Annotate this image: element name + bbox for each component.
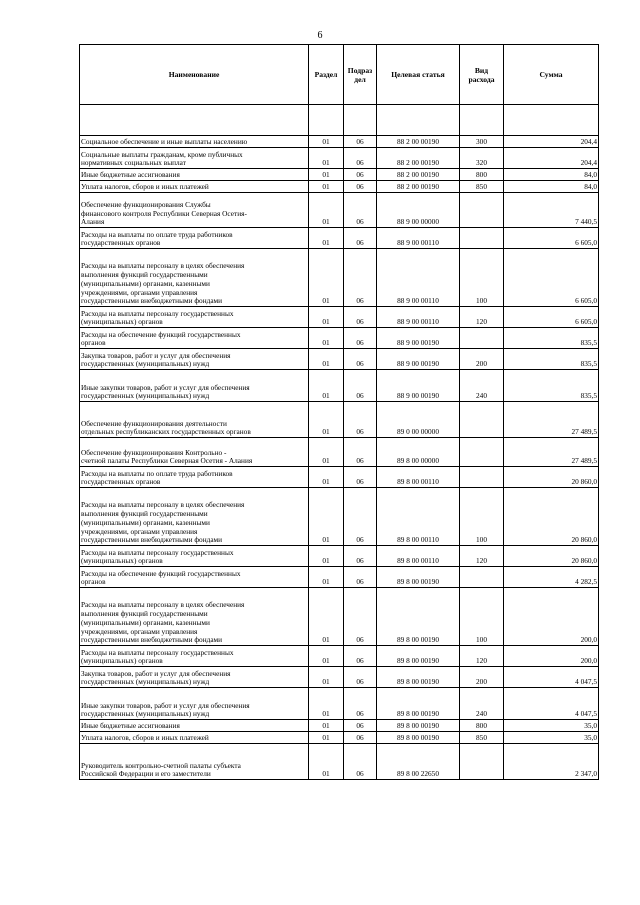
cell-section: 01 bbox=[309, 370, 344, 402]
cell-subsection: 06 bbox=[344, 193, 377, 228]
table-row bbox=[80, 467, 599, 488]
cell-section: 01 bbox=[309, 148, 344, 169]
cell-sum: 84,0 bbox=[504, 181, 599, 193]
cell-type: 100 bbox=[460, 488, 504, 546]
cell-name: Руководитель контрольно-счетной палаты субъекта Российской Федерации и его заместители bbox=[80, 744, 309, 780]
header-type: Вид расхода bbox=[460, 45, 504, 105]
cell-name: Расходы на обеспечение функций государственных органов bbox=[80, 567, 309, 588]
cell-section: 01 bbox=[309, 228, 344, 249]
cell-target: 89 8 00 00190 bbox=[377, 588, 460, 646]
cell-type bbox=[460, 438, 504, 467]
cell-subsection: 06 bbox=[344, 249, 377, 307]
table-row bbox=[80, 720, 599, 732]
cell-subsection: 06 bbox=[344, 488, 377, 546]
table-row bbox=[80, 307, 599, 328]
cell-subsection: 06 bbox=[344, 467, 377, 488]
cell-name: Расходы на выплаты по оплате труда работников государственных органов bbox=[80, 467, 309, 488]
cell-subsection: 06 bbox=[344, 148, 377, 169]
cell-subsection: 06 bbox=[344, 567, 377, 588]
cell-sum: 4 047,5 bbox=[504, 667, 599, 688]
cell-name: Расходы на выплаты персоналу в целях обеспечения выполнения функций государственными (муниципальными) органами, казенными учреждениями, органами управления государственными внебюджетными фондами bbox=[80, 249, 309, 307]
cell-sum: 6 605,0 bbox=[504, 307, 599, 328]
cell-sum: 20 860,0 bbox=[504, 467, 599, 488]
cell-type: 800 bbox=[460, 720, 504, 732]
table-row bbox=[80, 688, 599, 720]
cell-subsection: 06 bbox=[344, 732, 377, 744]
cell-type: 240 bbox=[460, 688, 504, 720]
cell-sum: 35,0 bbox=[504, 732, 599, 744]
table-row bbox=[80, 402, 599, 438]
cell-section: 01 bbox=[309, 193, 344, 228]
cell-sum: 204,4 bbox=[504, 136, 599, 148]
cell-type: 120 bbox=[460, 546, 504, 567]
cell-subsection: 06 bbox=[344, 349, 377, 370]
header-section: Раздел bbox=[309, 45, 344, 105]
cell-type bbox=[460, 328, 504, 349]
cell-subsection: 06 bbox=[344, 181, 377, 193]
cell-section: 01 bbox=[309, 402, 344, 438]
cell-sum: 27 489,5 bbox=[504, 438, 599, 467]
cell-type: 850 bbox=[460, 732, 504, 744]
cell-subsection: 06 bbox=[344, 688, 377, 720]
cell-target: 89 8 00 00110 bbox=[377, 467, 460, 488]
cell-target: 88 9 00 00110 bbox=[377, 307, 460, 328]
cell-name: Уплата налогов, сборов и иных платежей bbox=[80, 732, 309, 744]
cell-sum: 20 860,0 bbox=[504, 546, 599, 567]
cell-section: 01 bbox=[309, 307, 344, 328]
cell-target: 89 8 00 00190 bbox=[377, 688, 460, 720]
cell-target: 89 8 00 00190 bbox=[377, 732, 460, 744]
cell-subsection: 06 bbox=[344, 438, 377, 467]
cell-target: 89 8 00 00110 bbox=[377, 488, 460, 546]
cell-sum: 35,0 bbox=[504, 720, 599, 732]
header-name: Наименование bbox=[80, 45, 309, 105]
cell-sum: 835,5 bbox=[504, 370, 599, 402]
cell-type: 850 bbox=[460, 181, 504, 193]
table-row bbox=[80, 744, 599, 780]
cell-type: 120 bbox=[460, 307, 504, 328]
cell-type: 200 bbox=[460, 667, 504, 688]
cell-name: Иные бюджетные ассигнования bbox=[80, 169, 309, 181]
cell-name: Социальное обеспечение и иные выплаты населению bbox=[80, 136, 309, 148]
cell-sum: 4 282,5 bbox=[504, 567, 599, 588]
cell-target: 88 2 00 00190 bbox=[377, 136, 460, 148]
cell-type: 320 bbox=[460, 148, 504, 169]
table-row bbox=[80, 181, 599, 193]
header-target: Целевая статья bbox=[377, 45, 460, 105]
cell-section: 01 bbox=[309, 588, 344, 646]
table-body bbox=[80, 105, 599, 780]
cell-section: 01 bbox=[309, 688, 344, 720]
cell-sum: 6 605,0 bbox=[504, 249, 599, 307]
cell-section: 01 bbox=[309, 744, 344, 780]
cell-name: Закупка товаров, работ и услуг для обеспечения государственных (муниципальных) нужд bbox=[80, 349, 309, 370]
cell-section: 01 bbox=[309, 667, 344, 688]
cell-sum: 200,0 bbox=[504, 588, 599, 646]
cell-sum: 835,5 bbox=[504, 349, 599, 370]
cell-name: Уплата налогов, сборов и иных платежей bbox=[80, 181, 309, 193]
table-row bbox=[80, 546, 599, 567]
cell-target: 89 8 00 22650 bbox=[377, 744, 460, 780]
cell-name: Обеспечение функционирования деятельности отдельных республиканских государственных органов bbox=[80, 402, 309, 438]
cell-type: 100 bbox=[460, 249, 504, 307]
cell-name: Расходы на выплаты персоналу государственных (муниципальных) органов bbox=[80, 307, 309, 328]
cell-name: Иные бюджетные ассигнования bbox=[80, 720, 309, 732]
table-row bbox=[80, 588, 599, 646]
cell-subsection: 06 bbox=[344, 588, 377, 646]
cell-subsection: 06 bbox=[344, 744, 377, 780]
cell-name: Социальные выплаты гражданам, кроме публичных нормативных социальных выплат bbox=[80, 148, 309, 169]
cell-sum: 2 347,0 bbox=[504, 744, 599, 780]
cell-subsection: 06 bbox=[344, 546, 377, 567]
cell-sum: 20 860,0 bbox=[504, 488, 599, 546]
cell-sum: 200,0 bbox=[504, 646, 599, 667]
cell-sum: 27 489,5 bbox=[504, 402, 599, 438]
cell-target: 88 9 00 00190 bbox=[377, 370, 460, 402]
cell-target: 89 0 00 00000 bbox=[377, 402, 460, 438]
cell-target: 88 9 00 00000 bbox=[377, 193, 460, 228]
budget-table bbox=[79, 44, 599, 780]
cell-subsection: 06 bbox=[344, 228, 377, 249]
table-row bbox=[80, 370, 599, 402]
cell-name: Закупка товаров, работ и услуг для обеспечения государственных (муниципальных) нужд bbox=[80, 667, 309, 688]
cell-subsection: 06 bbox=[344, 169, 377, 181]
table-header-row bbox=[80, 45, 599, 105]
cell-name: Обеспечение функционирования Контрольно - счетной палаты Республики Северная Осетия - Алания bbox=[80, 438, 309, 467]
cell-sum: 6 605,0 bbox=[504, 228, 599, 249]
header-sum: Сумма bbox=[504, 45, 599, 105]
cell-name: Расходы на выплаты по оплате труда работников государственных органов bbox=[80, 228, 309, 249]
cell-section: 01 bbox=[309, 328, 344, 349]
cell-section: 01 bbox=[309, 732, 344, 744]
cell-target: 88 9 00 00110 bbox=[377, 228, 460, 249]
cell-name: Расходы на выплаты персоналу государственных (муниципальных) органов bbox=[80, 546, 309, 567]
cell-subsection: 06 bbox=[344, 402, 377, 438]
cell-sum: 204,4 bbox=[504, 148, 599, 169]
cell-subsection: 06 bbox=[344, 136, 377, 148]
cell-type: 100 bbox=[460, 588, 504, 646]
cell-name: Расходы на обеспечение функций государственных органов bbox=[80, 328, 309, 349]
table-row bbox=[80, 732, 599, 744]
cell-target: 88 9 00 00190 bbox=[377, 328, 460, 349]
cell-target: 89 8 00 00190 bbox=[377, 567, 460, 588]
cell-subsection: 06 bbox=[344, 307, 377, 328]
cell-type bbox=[460, 228, 504, 249]
cell-target: 89 8 00 00190 bbox=[377, 720, 460, 732]
cell-target: 88 2 00 00190 bbox=[377, 148, 460, 169]
cell-name: Расходы на выплаты персоналу в целях обеспечения выполнения функций государственными (муниципальными) органами, казенными учреждениями, органами управления государственными внебюджетными фондами bbox=[80, 488, 309, 546]
cell-target: 88 2 00 00190 bbox=[377, 181, 460, 193]
cell-target: 88 9 00 00110 bbox=[377, 249, 460, 307]
table-row bbox=[80, 567, 599, 588]
header-subsection: Подраз дел bbox=[344, 45, 377, 105]
cell-section: 01 bbox=[309, 467, 344, 488]
cell-type bbox=[460, 744, 504, 780]
cell-target: 89 8 00 00000 bbox=[377, 438, 460, 467]
cell-section: 01 bbox=[309, 249, 344, 307]
cell-section: 01 bbox=[309, 438, 344, 467]
cell-subsection: 06 bbox=[344, 646, 377, 667]
table-row bbox=[80, 228, 599, 249]
page-number: 6 bbox=[317, 30, 323, 41]
cell-type bbox=[460, 193, 504, 228]
cell-subsection: 06 bbox=[344, 370, 377, 402]
cell-section: 01 bbox=[309, 488, 344, 546]
cell-type bbox=[460, 402, 504, 438]
cell-section: 01 bbox=[309, 546, 344, 567]
cell-sum: 84,0 bbox=[504, 169, 599, 181]
cell-type: 300 bbox=[460, 136, 504, 148]
cell-subsection: 06 bbox=[344, 720, 377, 732]
table-row bbox=[80, 646, 599, 667]
cell-section: 01 bbox=[309, 181, 344, 193]
cell-section: 01 bbox=[309, 646, 344, 667]
cell-name: Расходы на выплаты персоналу государственных (муниципальных) органов bbox=[80, 646, 309, 667]
table-row bbox=[80, 249, 599, 307]
cell-type bbox=[460, 567, 504, 588]
header-spacer-row bbox=[80, 105, 599, 136]
cell-target: 88 9 00 00190 bbox=[377, 349, 460, 370]
cell-section: 01 bbox=[309, 136, 344, 148]
table-row bbox=[80, 667, 599, 688]
cell-target: 89 8 00 00110 bbox=[377, 546, 460, 567]
cell-sum: 4 047,5 bbox=[504, 688, 599, 720]
table-row bbox=[80, 136, 599, 148]
cell-type: 200 bbox=[460, 349, 504, 370]
table-row bbox=[80, 193, 599, 228]
table-row bbox=[80, 328, 599, 349]
cell-section: 01 bbox=[309, 169, 344, 181]
cell-name: Расходы на выплаты персоналу в целях обеспечения выполнения функций государственными (муниципальными) органами, казенными учреждениями, органами управления государственными внебюджетными фондами bbox=[80, 588, 309, 646]
cell-sum: 7 440,5 bbox=[504, 193, 599, 228]
cell-name: Иные закупки товаров, работ и услуг для обеспечения государственных (муниципальных) нужд bbox=[80, 370, 309, 402]
cell-sum: 835,5 bbox=[504, 328, 599, 349]
table-row bbox=[80, 488, 599, 546]
cell-type bbox=[460, 467, 504, 488]
cell-type: 240 bbox=[460, 370, 504, 402]
cell-target: 88 2 00 00190 bbox=[377, 169, 460, 181]
cell-type: 120 bbox=[460, 646, 504, 667]
cell-name: Иные закупки товаров, работ и услуг для обеспечения государственных (муниципальных) нужд bbox=[80, 688, 309, 720]
cell-type: 800 bbox=[460, 169, 504, 181]
table-row bbox=[80, 148, 599, 169]
cell-name: Обеспечение функционирования Службы финансового контроля Республики Северная Осетия- Алания bbox=[80, 193, 309, 228]
table-row bbox=[80, 169, 599, 181]
cell-section: 01 bbox=[309, 720, 344, 732]
cell-section: 01 bbox=[309, 349, 344, 370]
cell-subsection: 06 bbox=[344, 328, 377, 349]
table-row bbox=[80, 349, 599, 370]
cell-section: 01 bbox=[309, 567, 344, 588]
cell-subsection: 06 bbox=[344, 667, 377, 688]
table-row bbox=[80, 438, 599, 467]
cell-target: 89 8 00 00190 bbox=[377, 646, 460, 667]
cell-target: 89 8 00 00190 bbox=[377, 667, 460, 688]
